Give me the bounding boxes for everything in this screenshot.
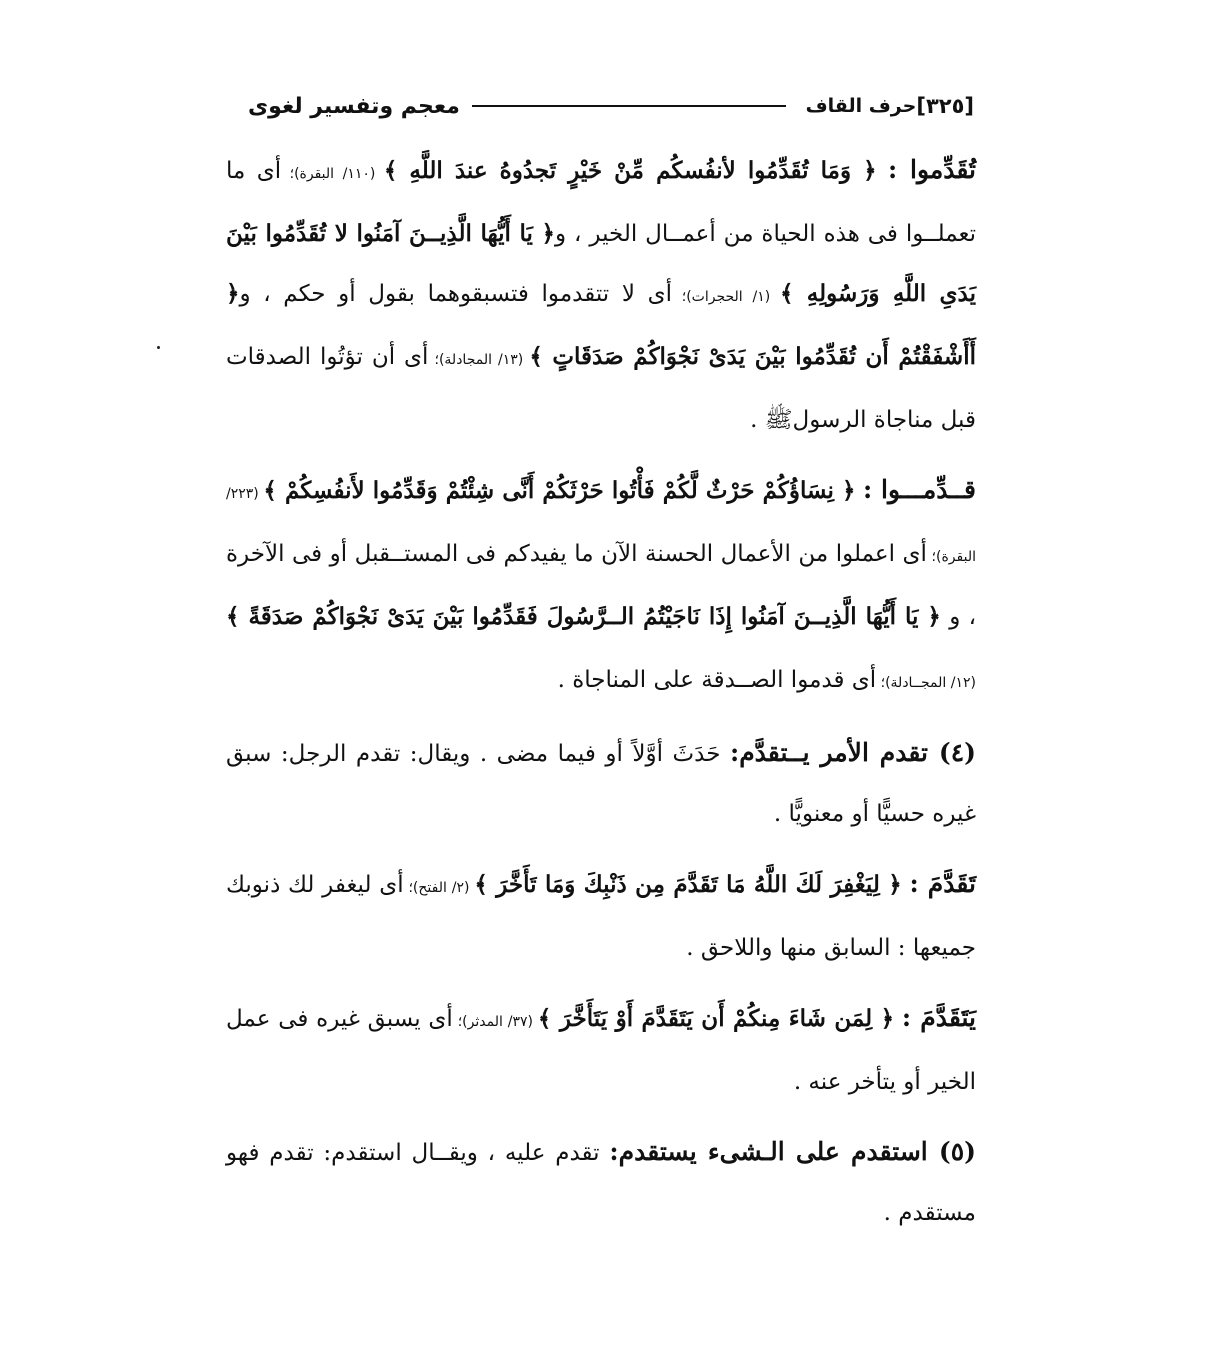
entry	[226, 140, 976, 450]
explanation-text: أى يسبق غيره فى عمل الخير أو يتأخر عنه .	[226, 1006, 976, 1095]
quran-quote: ﴿ نِسَاؤُكُمْ حَرْثٌ لَّكُمْ فَأْتُوا حَرْثَكُمْ أَنَّى شِئْتُمْ وَقَدِّمُوا لأَنفُسِكُمْ ﴾	[263, 477, 856, 504]
entry	[226, 460, 976, 713]
explanation-text: أى أن تؤتُوا الصدقات قبل مناجاة الرسولﷺ .	[226, 344, 976, 433]
verse-reference: (١٣/ المجادلة)؛	[428, 352, 530, 368]
explanation-text: أى ليغفر لك ذنوبك جميعها : السابق منها واللاحق .	[226, 872, 976, 961]
entry-headword: (٤) تقدم الأمر يــتقدَّم:	[729, 738, 977, 767]
running-head-title: معجم وتفسير لغوى	[248, 93, 460, 119]
page-body	[226, 140, 976, 1253]
header-rule	[472, 105, 786, 107]
running-head-section: حرف القاف	[805, 95, 917, 117]
entry-headword: قــدِّمـــوا :	[862, 475, 976, 504]
quran-quote: ﴿ يَا أَيُّهَا الَّذِيــنَ آمَنُوا لا تُقَدِّمُوا بَيْنَ يَدَىِ اللَّهِ وَرَسُولِهِ ﴾	[226, 220, 976, 307]
page-number: [٣٢٥]	[916, 94, 974, 118]
verse-reference: (١/ الحجرات)؛	[671, 289, 780, 305]
margin-speck	[157, 346, 160, 349]
entry-headword: يَتَقَدَّمَ :	[901, 1003, 977, 1032]
entry-text	[226, 1006, 976, 1095]
explanation-text: أى قدموا الصــدقة على المناجاة .	[557, 667, 877, 693]
entry	[226, 854, 976, 978]
quran-quote: ﴿ لِيَغْفِرَ لَكَ اللَّهُ مَا تَقَدَّمَ مِن ذَنْبِكَ وَمَا تَأَخَّرَ ﴾	[474, 871, 902, 898]
explanation-text: أى ما تعملــوا فى هذه الحياة من أعمــال الخير ، و	[226, 158, 976, 247]
quran-quote: ﴿ لِمَن شَاءَ مِنكُمْ أَن يَتَقَدَّمَ أَوْ يَتَأَخَّرَ ﴾	[537, 1005, 895, 1032]
entry	[226, 723, 976, 844]
quran-quote: ﴿ يَا أَيُّهَا الَّذِيــنَ آمَنُوا إِذَا نَاجَيْتُمُ الــرَّسُولَ فَقَدِّمُوا بَيْنَ يَدَىْ نَجْوَاكُمْ صَدَقَةً ﴾	[226, 603, 941, 630]
verse-reference: (٢/ الفتح)؛	[403, 880, 475, 896]
verse-reference: (٣٧/ المدثر)؛	[452, 1014, 538, 1030]
verse-reference: (١١٠/ البقرة)؛	[281, 166, 384, 182]
entry	[226, 1122, 976, 1243]
quran-quote: ﴿ أَأَشْفَقْتُمْ أَن تُقَدِّمُوا بَيْنَ يَدَىْ نَجْوَاكُمْ صَدَقَاتٍ ﴾	[226, 280, 976, 370]
explanation-text: أى لا تتقدموا فتسبقوهما بقول أو حكم ، و	[239, 281, 672, 307]
entry-headword: (٥) استقدم على الـشىء يستقدم:	[609, 1137, 977, 1166]
verse-reference: (١٢/ المجــادلة)؛	[876, 675, 976, 691]
entry-headword: تَقَدَّمَ :	[909, 869, 977, 898]
entry-text	[226, 478, 976, 693]
page-header	[248, 86, 974, 126]
entry-text	[226, 872, 976, 961]
entry-text	[226, 158, 976, 433]
verse-reference: (٢٢٣/ البقرة)؛	[226, 486, 976, 565]
explanation-text: حَدَثَ أوَّلاً أو فيما مضى . ويقال: تقدم الرجل: سبق غيره حسيًّا أو معنويًّا .	[226, 741, 976, 827]
quran-quote: ﴿ وَمَا تُقَدِّمُوا لأنفُسكُم مِّنْ خَيْرٍ تَجدُوهُ عندَ اللَّهِ ﴾	[383, 157, 877, 184]
entry	[226, 988, 976, 1112]
explanation-text: تقدم عليه ، ويقــال استقدم: تقدم فهو مستقدم .	[226, 1140, 976, 1226]
entry-headword: تُقَدِّموا :	[888, 155, 977, 184]
explanation-text: أى اعملوا من الأعمال الحسنة الآن ما يفيدكم فى المستــقبل أو فى الآخرة ، و	[226, 541, 977, 630]
